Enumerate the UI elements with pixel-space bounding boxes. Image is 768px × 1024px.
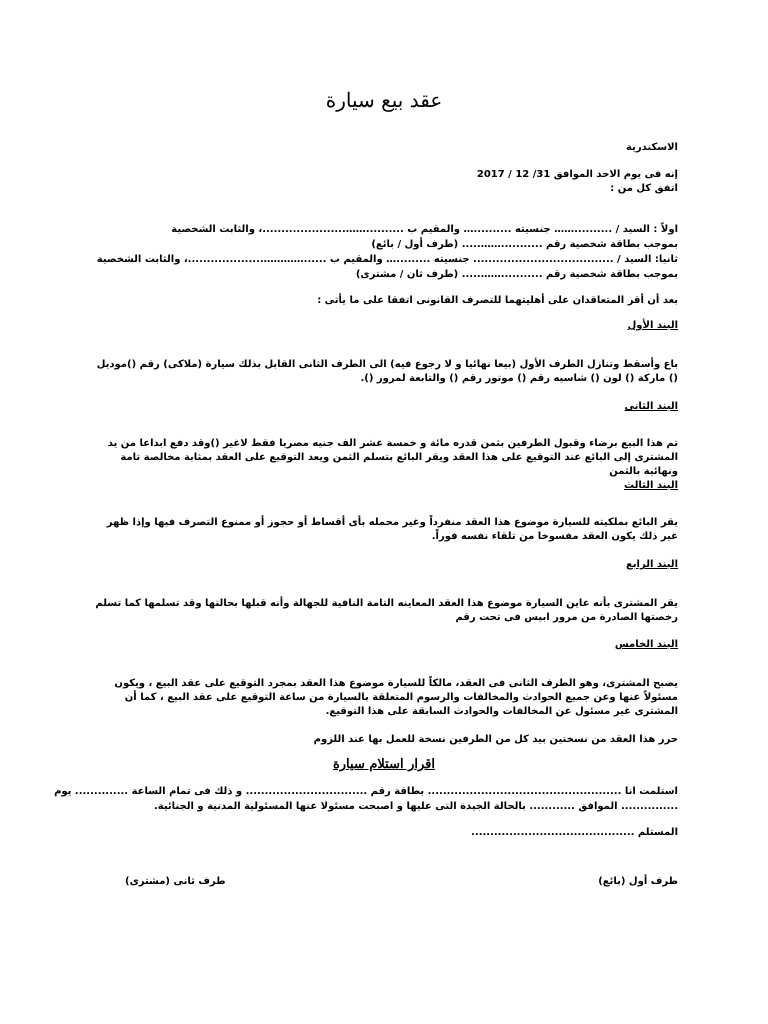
receipt-line1: استلمت انا ................................................... بطاقة رقم ................................ و ذلك فى تمام الساعة .............. يوم xyxy=(54,786,678,797)
agreed-between: اتفق كل من : xyxy=(610,183,678,194)
document-title: عقد بيع سيارة xyxy=(325,88,443,112)
party2-line1: ثانيا: السيد / ..................................... جنسيته .........… والمقيم ب ......…………....................، والثابت الشخصية xyxy=(96,254,678,265)
clause-1-text: باع وأسقط وتنازل الطرف الأول (بيعا نهائيا و لا رجوع فيه) الى الطرف الثانى القابل بذلك سيارة (ملاكى) رقم ()موديل () ماركة () لون () شاسيه رقم () موتور رقم () والتابعة لمرور (). xyxy=(96,359,678,384)
receipt-line2: ............... الموافق ............ بالحالة الجيدة التى عليها و اصبحت مسئولا عنها المسئولية المدنية و الجنائية. xyxy=(153,801,678,812)
clause-5-heading: البند الخامس xyxy=(614,639,678,650)
clause-5-text: يصبح المشترى، وهو الطرف الثانى فى العقد، مالكاً للسيارة موضوع هذا العقد بمجرد التوقيع على عقد البيع ، ويكون مسئولاً عنها وعن جميع الحوادث والمخالفات والرسوم المتعلقة بالسيارة من ساعة التوقيع على عقد البيع ، كما أن المشترى غير مسئول عن المخالفات والحوادث السابقة على هذا التوقيع. xyxy=(114,678,678,717)
clause-1-heading: البند الأول xyxy=(627,320,678,331)
capacity-statement: بعد أن أقر المتعاقدان على أهليتهما للتصرف القانونى اتفقا على ما يأتى : xyxy=(317,295,678,306)
receipt-recipient: المستلم ........................................... xyxy=(471,827,678,838)
party1-line2: بموجب بطاقة شخصية رقم ...........……..... (طرف أول / بائع) xyxy=(371,239,678,250)
first-party-signature: طرف أول (بائع) xyxy=(598,876,678,887)
receipt-title: اقرار استلام سيارة xyxy=(332,757,436,772)
clause-2-text: تم هذا البيع برضاء وقبول الطرفين بثمن قدره مائة و خمسة عشر الف جنيه مصريا فقط لاغير ()وقد دفع ابداعا من يد المشترى إلى البائع عند التوقيع على هذا العقد ويقر البائع بتسلم الثمن ويعد التوقيع على العقد بمثابة مخالصة تامة ونهائية بالثمن xyxy=(107,438,678,477)
date-line: إنه فى يوم الاحد الموافق 31/ 12 / 2017 xyxy=(476,169,678,180)
second-party-signature: طرف ثانى (مشترى) xyxy=(125,876,226,887)
clause-3-heading: البند الثالث xyxy=(624,480,678,491)
clause-3-text: يقر البائع بملكيته للسيارة موضوع هذا العقد منفرداً وغير محمله بأى أقساط أو حجوز أو ممنوع التصرف فيها وإذا ظهر غير ذلك يكون العقد مفسوخا من تلقاء نفسه فوراً. xyxy=(106,517,678,542)
clause-4-text: يقر المشترى بأنه عاين السيارة موضوع هذا العقد المعاينه التامة النافية للجهالة وأنه قبلها بحالتها وقد تسلمها كما تسلم رخصتها الصادرة من مرور ابيس فى تحت رقم xyxy=(95,598,678,623)
party1-line1: اولاً : السيد / ..........…… جنسيته ..........… والمقيم ب ..........……......................، والثابت الشخصية xyxy=(171,224,678,235)
copies-note: حرر هذا العقد من نسختين بيد كل من الطرفين نسخة للعمل بها عند اللزوم xyxy=(313,734,678,745)
clause-2-heading: البند الثانى xyxy=(624,401,678,412)
clause-4-heading: البند الرابع xyxy=(625,559,678,570)
city: الاسكندرية xyxy=(626,142,678,153)
party2-line2: بموجب بطاقة شخصية رقم ...........……..... (طرف ثان / مشترى) xyxy=(355,269,678,280)
